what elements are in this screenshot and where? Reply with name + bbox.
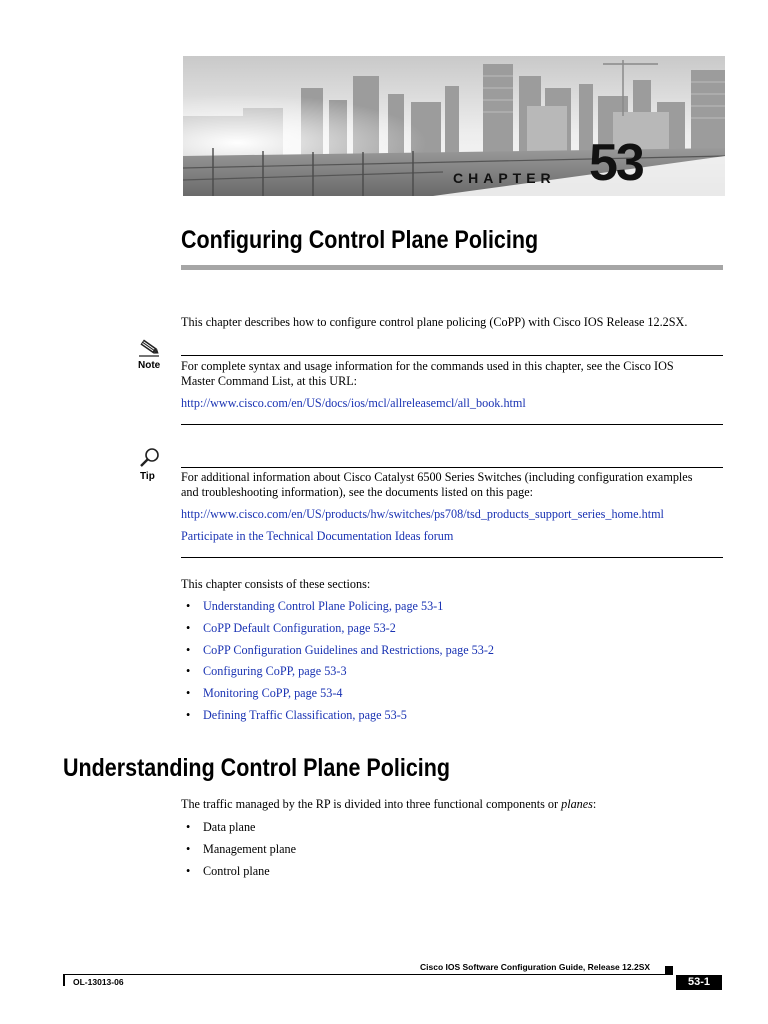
- page-title: Configuring Control Plane Policing: [181, 226, 539, 254]
- plane-item: Data plane: [203, 820, 256, 834]
- tip-label: Tip: [140, 471, 155, 482]
- section-link[interactable]: CoPP Configuration Guidelines and Restrictions, page 53-2: [203, 642, 494, 657]
- planes-intro: [181, 797, 596, 812]
- list-item: [186, 842, 296, 864]
- sections-intro: This chapter consists of these sections:: [181, 577, 371, 591]
- note-line-2: Master Command List, at this URL:: [181, 374, 358, 388]
- chapter-number: 53: [589, 134, 643, 192]
- section-link[interactable]: CoPP Default Configuration, page 53-2: [203, 620, 396, 635]
- intro-paragraph: This chapter describes how to configure control plane policing (CoPP) with Cisco IOS Release 12.2SX.: [181, 315, 688, 329]
- tip-bottom-rule: [181, 557, 723, 558]
- note-bottom-rule: [181, 424, 723, 425]
- note-label: Note: [138, 360, 161, 371]
- title-rule: [181, 265, 723, 270]
- tip-top-rule: [181, 467, 723, 468]
- tip-line-2: and troubleshooting information), see the documents listed on this page:: [181, 485, 534, 499]
- planes-list: [186, 820, 296, 885]
- list-item[interactable]: [186, 599, 494, 621]
- planes-intro-suffix: :: [592, 797, 597, 811]
- section-link[interactable]: Understanding Control Plane Policing, page 53-1: [203, 599, 444, 613]
- note-line-1: For complete syntax and usage information for the commands used in this chapter, see the Cisco IOS: [181, 359, 674, 373]
- list-item[interactable]: [186, 686, 494, 708]
- footer-doc-number: OL-13013-06: [73, 977, 124, 987]
- page-number: 53-1: [676, 975, 722, 990]
- footer-rule: [63, 974, 673, 975]
- tip-forum-link[interactable]: Participate in the Technical Documentation Ideas forum: [181, 529, 454, 543]
- planes-intro-emphasis: planes: [561, 797, 593, 811]
- note-top-rule: [181, 355, 723, 356]
- section-heading: Understanding Control Plane Policing: [63, 754, 451, 782]
- plane-item: Control plane: [203, 863, 270, 878]
- list-item[interactable]: [186, 664, 494, 686]
- chapter-label: CHAPTER: [453, 170, 556, 186]
- list-item: [186, 864, 296, 886]
- list-item[interactable]: [186, 621, 494, 643]
- list-item[interactable]: [186, 643, 494, 665]
- footer-guide-title: Cisco IOS Software Configuration Guide, Release 12.2SX: [420, 962, 651, 972]
- list-item: [186, 820, 296, 842]
- section-link[interactable]: Defining Traffic Classification, page 53-5: [203, 707, 407, 722]
- tip-url-link[interactable]: http://www.cisco.com/en/US/products/hw/switches/ps708/tsd_products_support_series_home.html: [181, 507, 664, 521]
- note-url-link[interactable]: http://www.cisco.com/en/US/docs/ios/mcl/allreleasemcl/all_book.html: [181, 396, 526, 410]
- plane-item: Management plane: [203, 841, 297, 856]
- planes-intro-prefix: The traffic managed by the RP is divided into three functional components or: [181, 797, 562, 811]
- tip-line-1: For additional information about Cisco Catalyst 6500 Series Switches (including configuration examples: [181, 470, 693, 484]
- footer-left-tick: [63, 974, 65, 986]
- sections-list: [186, 599, 494, 730]
- section-link[interactable]: Monitoring CoPP, page 53-4: [203, 686, 343, 701]
- magnifier-icon: [139, 447, 161, 474]
- section-link[interactable]: Configuring CoPP, page 53-3: [203, 664, 347, 679]
- list-item[interactable]: [186, 708, 494, 730]
